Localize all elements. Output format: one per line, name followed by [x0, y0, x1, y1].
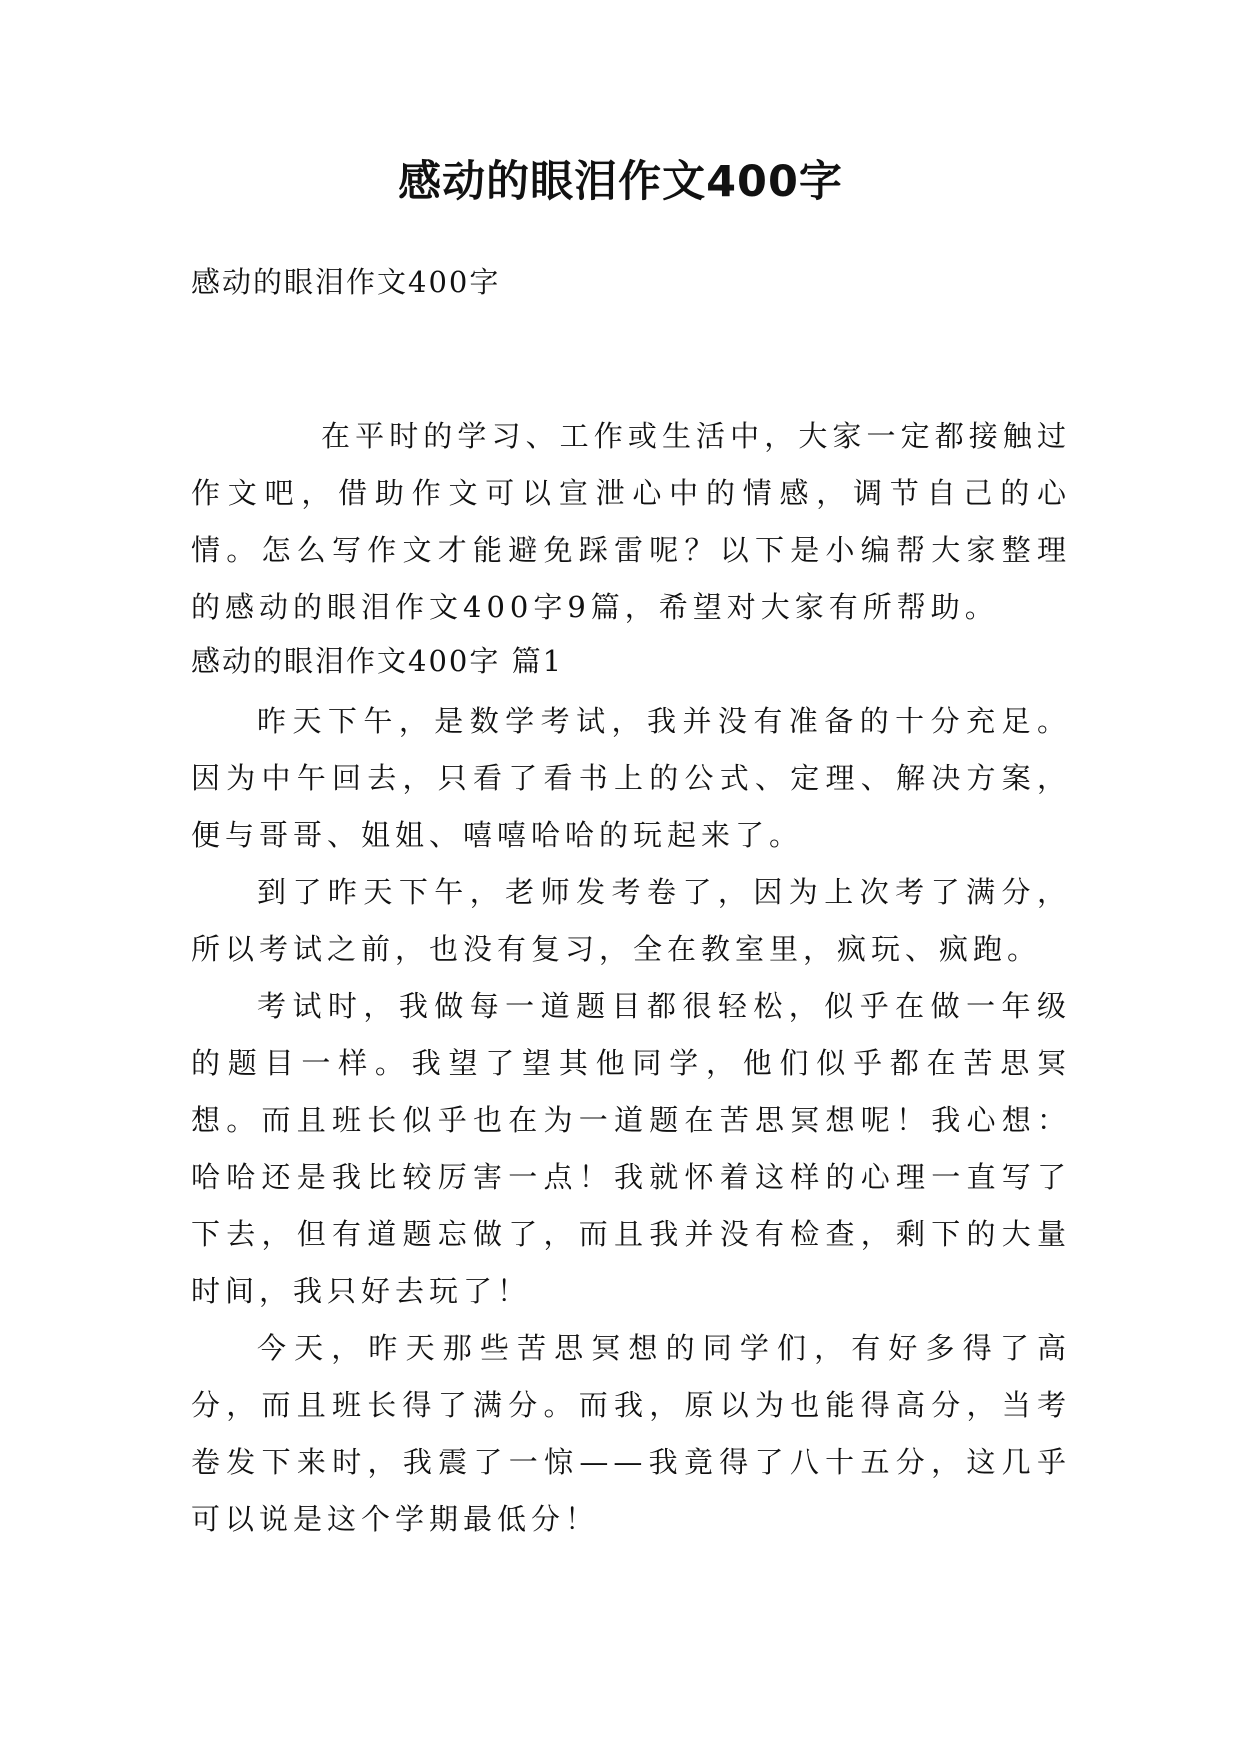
intro-paragraph: 在平时的学习、工作或生活中，大家一定都接触过作文吧，借助作文可以宣泄心中的情感，调节自己的心情。怎么写作文才能避免踩雷呢？以下是小编帮大家整理的感动的眼泪作文400字9篇，希望对大家有所帮助。 — [191, 419, 1071, 624]
body-paragraph: 到了昨天下午，老师发考卷了，因为上次考了满分，所以考试之前，也没有复习，全在教室里，疯玩、疯跑。 — [191, 875, 1071, 966]
document-subtitle: 感动的眼泪作文400字 — [191, 265, 501, 299]
body-paragraph: 今天，昨天那些苦思冥想的同学们，有好多得了高分，而且班长得了满分。而我，原以为也能得高分，当考卷发下来时，我震了一惊——我竟得了八十五分，这几乎可以说是这个学期最低分！ — [191, 1331, 1071, 1536]
document-body — [191, 408, 1071, 1548]
body-paragraph: 昨天下午，是数学考试，我并没有准备的十分充足。因为中午回去，只看了看书上的公式、定理、解决方案，便与哥哥、姐姐、嘻嘻哈哈的玩起来了。 — [191, 704, 1071, 852]
document-title: 感动的眼泪作文400字 — [398, 157, 843, 207]
body-paragraph: 考试时，我做每一道题目都很轻松，似乎在做一年级的题目一样。我望了望其他同学，他们似乎都在苦思冥想。而且班长似乎也在为一道题在苦思冥想呢！我心想：哈哈还是我比较厉害一点！我就怀着这样的心理一直写了下去，但有道题忘做了，而且我并没有检查，剩下的大量时间，我只好去玩了！ — [191, 989, 1071, 1308]
section-heading: 感动的眼泪作文400字 篇1 — [191, 644, 564, 678]
